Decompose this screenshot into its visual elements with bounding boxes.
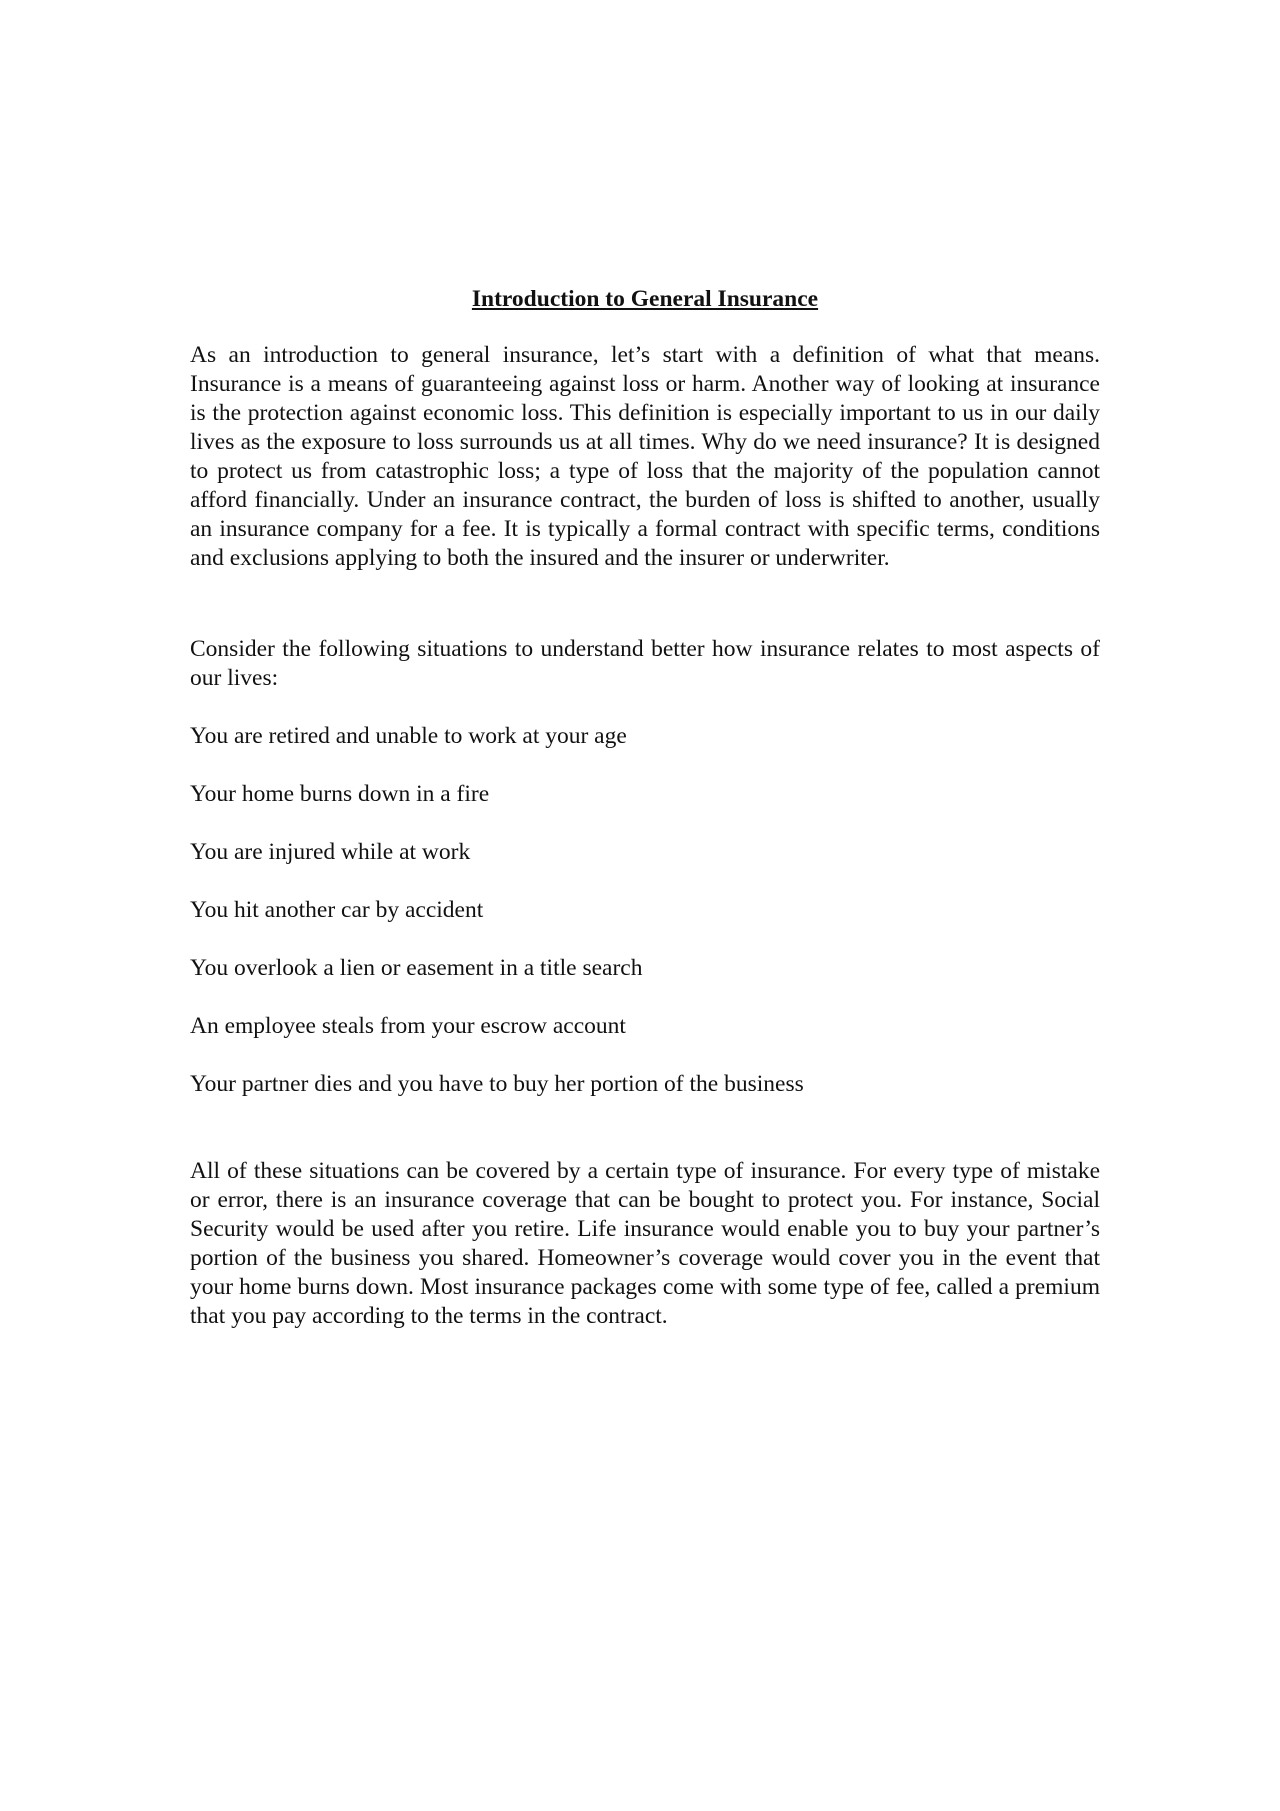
- situation-item: Your home burns down in a fire: [190, 781, 490, 807]
- situation-item: You are retired and unable to work at your age: [190, 723, 627, 749]
- situations-lead-paragraph: Consider the following situations to understand better how insurance relates to most aspects of our lives:: [190, 636, 1100, 691]
- intro-paragraph: As an introduction to general insurance, let’s start with a definition of what that means. Insurance is a means of guaranteeing against loss or harm. Another way of looking at insurance is the protection against economic loss. This definition is especially important to us in our daily lives as the exposure to loss surrounds us at all times. Why do we need insurance? It is designed to protect us from catastrophic loss; a type of loss that the majority of the population cannot afford financially. Under an insurance contract, the burden of loss is shifted to another, usually an insurance company for a fee. It is typically a formal contract with specific terms, conditions and exclusions applying to both the insured and the insurer or underwriter.: [190, 342, 1100, 571]
- document-title: Introduction to General Insurance: [471, 286, 819, 312]
- situations-list: [190, 722, 1100, 1099]
- situation-item: You hit another car by accident: [190, 897, 484, 923]
- spacer: [190, 573, 1100, 635]
- situation-item: Your partner dies and you have to buy her portion of the business: [190, 1071, 804, 1097]
- situation-item: You overlook a lien or easement in a title search: [190, 955, 643, 981]
- situation-item: You are injured while at work: [190, 839, 471, 865]
- closing-paragraph: All of these situations can be covered by a certain type of insurance. For every type of mistake or error, there is an insurance coverage that can be bought to protect you. For instance, Social Security would be used after you retire. Life insurance would enable you to buy your partner’s portion of the business you shared. Homeowner’s coverage would cover you in the event that your home burns down. Most insurance packages come with some type of fee, called a premium that you pay according to the terms in the contract.: [190, 1158, 1100, 1329]
- spacer: [190, 1128, 1100, 1157]
- situation-item: An employee steals from your escrow account: [190, 1013, 626, 1039]
- document-body: [190, 284, 1100, 1331]
